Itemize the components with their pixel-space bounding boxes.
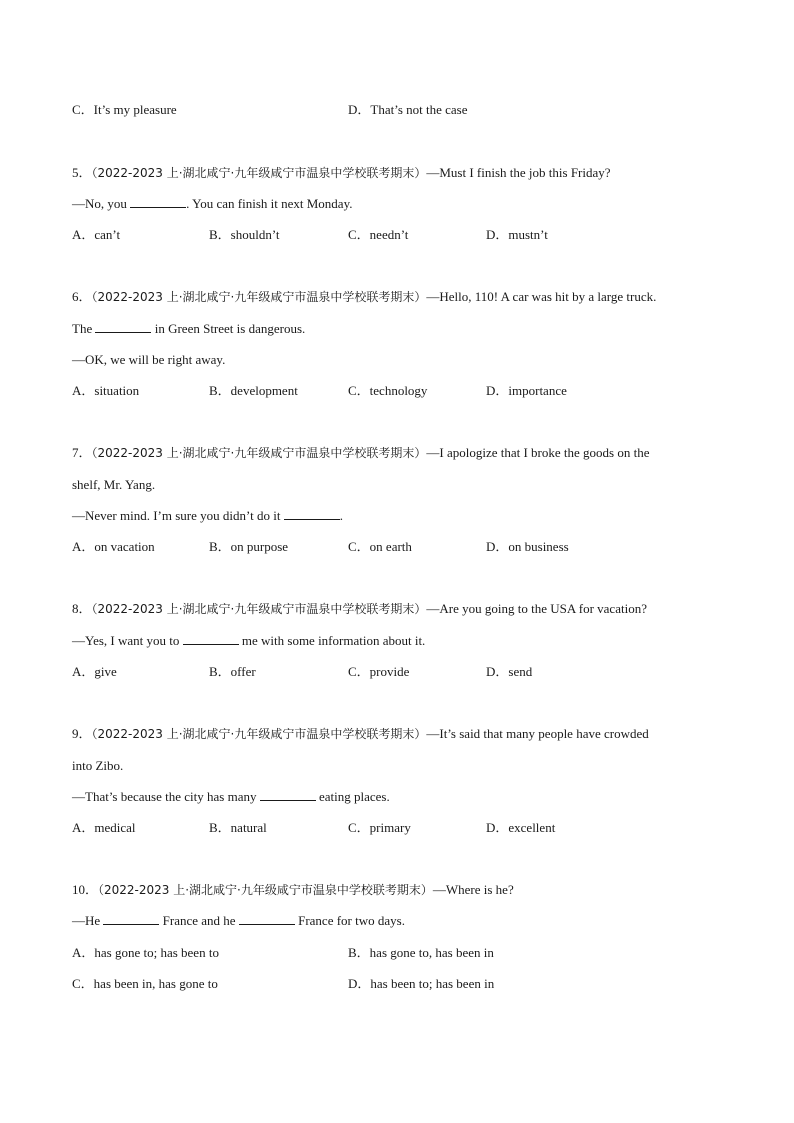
q6-source: （2022-2023 上·湖北咸宁·九年级咸宁市温泉中学校联考期末） (91, 290, 427, 304)
q8-number: 8． (72, 601, 92, 616)
q10-line2-a: —He (72, 913, 104, 928)
q10-option-d: D．has been to; has been in (348, 976, 495, 991)
q9-stem (72, 725, 649, 743)
q7-source: （2022-2023 上·湖北咸宁·九年级咸宁市温泉中学校联考期末） (91, 446, 427, 460)
q7-line2: shelf, Mr. Yang. (72, 477, 156, 492)
q8-option-a: A．give (72, 664, 117, 679)
q9-line3-a: —That’s because the city has many (72, 789, 260, 804)
q5-option-c: C．needn’t (348, 227, 409, 242)
q7-number: 7． (72, 445, 92, 460)
q7-option-a: A．on vacation (72, 539, 155, 554)
q5-line2-a: —No, you (72, 196, 131, 211)
q6-number: 6． (72, 289, 92, 304)
q9-line2: into Zibo. (72, 758, 124, 773)
q4-option-d: D．That’s not the case (348, 102, 468, 117)
q7-line3-a: —Never mind. I’m sure you didn’t do it (72, 508, 284, 523)
q9-line3-b: eating places. (315, 789, 390, 804)
q7-option-b: B．on purpose (209, 539, 289, 554)
q10-option-c: C．has been in, has gone to (72, 976, 218, 991)
q6-stem (72, 288, 656, 306)
q5-option-d: D．mustn’t (486, 227, 548, 242)
q10-stem (72, 881, 514, 899)
q9-option-b: B．natural (209, 820, 267, 835)
q8-option-b: B．offer (209, 664, 256, 679)
q7-blank (284, 507, 340, 520)
q6-line2 (72, 320, 305, 338)
q8-line2-b: me with some information about it. (238, 633, 426, 648)
q8-option-c: C．provide (348, 664, 410, 679)
q5-option-b: B．shouldn’t (209, 227, 280, 242)
q6-blank (95, 320, 151, 333)
q7-line1: —I apologize that I broke the goods on the (426, 445, 650, 460)
q8-blank (183, 632, 239, 645)
q6-line2-b: in Green Street is dangerous. (151, 321, 306, 336)
q7-line3-b: . (339, 508, 343, 523)
q9-option-d: D．excellent (486, 820, 556, 835)
q7-option-c: C．on earth (348, 539, 412, 554)
q10-line2-c: France for two days. (294, 913, 405, 928)
q6-line2-a: The (72, 321, 96, 336)
q8-option-d: D．send (486, 664, 533, 679)
q10-option-b: B．has gone to, has been in (348, 945, 494, 960)
q6-line1: —Hello, 110! A car was hit by a large truck. (426, 289, 657, 304)
q9-line3 (72, 788, 390, 806)
q10-number: 10． (72, 882, 99, 897)
q6-line3: —OK, we will be right away. (72, 352, 226, 367)
q10-line2 (72, 912, 405, 930)
q7-line3 (72, 507, 343, 525)
q9-source: （2022-2023 上·湖北咸宁·九年级咸宁市温泉中学校联考期末） (91, 727, 427, 741)
q10-line2-b: France and he (159, 913, 239, 928)
q5-line2-b: . You can finish it next Monday. (186, 196, 353, 211)
q6-option-a: A．situation (72, 383, 140, 398)
q9-number: 9． (72, 726, 92, 741)
q6-option-c: C．technology (348, 383, 428, 398)
q10-blank-2 (239, 912, 295, 925)
q9-line1: —It’s said that many people have crowded (426, 726, 649, 741)
q8-line2 (72, 632, 425, 650)
q5-line1: —Must I finish the job this Friday? (426, 165, 611, 180)
q6-option-b: B．development (209, 383, 298, 398)
q5-option-a: A．can’t (72, 227, 121, 242)
q9-blank (260, 788, 316, 801)
q6-option-d: D．importance (486, 383, 567, 398)
q8-line2-a: —Yes, I want you to (72, 633, 183, 648)
q10-option-a: A．has gone to; has been to (72, 945, 219, 960)
q5-stem (72, 164, 611, 182)
q10-line1: —Where is he? (432, 882, 514, 897)
q5-number: 5． (72, 165, 92, 180)
q9-option-a: A．medical (72, 820, 136, 835)
q10-source: （2022-2023 上·湖北咸宁·九年级咸宁市温泉中学校联考期末） (98, 883, 433, 897)
q8-stem (72, 600, 647, 618)
q9-option-c: C．primary (348, 820, 411, 835)
q5-line2 (72, 195, 353, 213)
q7-stem (72, 444, 649, 462)
q5-source: （2022-2023 上·湖北咸宁·九年级咸宁市温泉中学校联考期末） (91, 166, 427, 180)
q10-blank-1 (103, 912, 159, 925)
q8-source: （2022-2023 上·湖北咸宁·九年级咸宁市温泉中学校联考期末） (91, 602, 427, 616)
q7-option-d: D．on business (486, 539, 569, 554)
q4-option-c: C．It’s my pleasure (72, 102, 177, 117)
q8-line1: —Are you going to the USA for vacation? (426, 601, 647, 616)
q5-blank (130, 195, 186, 208)
